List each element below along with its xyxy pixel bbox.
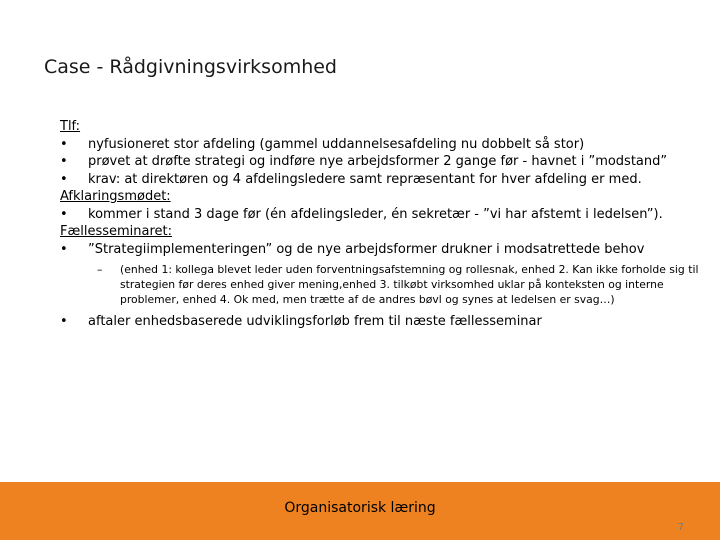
bullet-icon: •: [60, 241, 68, 257]
slide-title: Case - Rådgivningsvirksomhed: [44, 56, 337, 78]
bullet-item: [60, 136, 700, 154]
bullet-text: ”Strategiimplementeringen” og de nye arbejdsformer drukner i modsatrettede behov: [88, 241, 645, 257]
footer-title: Organisatorisk læring: [284, 500, 436, 516]
bullet-text: aftaler enhedsbaserede udviklingsforløb frem til næste fællesseminar: [88, 314, 542, 329]
bullet-text: prøvet at drøfte strategi og indføre nye arbejdsformer 2 gange før - havnet i ”modstand”: [88, 154, 668, 169]
bullet-item: [60, 241, 700, 259]
bullet-item: [60, 171, 700, 189]
slide-body: [60, 118, 700, 331]
bullet-icon: •: [60, 136, 68, 152]
sub-bullet-text: (enhed 1: kollega blevet leder uden forventningsafstemning og rollesnak, enhed 2. Kan ikke forholde sig til strategien før deres enhed giver mening,enhed 3. tilkøbt virksomhed uklar på konteksten og interne problemer, enhed 4. Ok med, men trætte af de andres bøvl og synes at ledelsen er svag…): [120, 263, 699, 306]
bullet-text: nyfusioneret stor afdeling (gammel uddannelsesafdeling nu dobbelt så stor): [88, 136, 585, 152]
bullet-item: [60, 153, 700, 171]
bullet-item: [60, 313, 700, 331]
bullet-icon: •: [60, 206, 68, 222]
sub-bullet-item: [60, 262, 700, 307]
section-heading-afklaring: Afklaringsmødet:: [60, 189, 171, 204]
bullet-text: krav: at direktøren og 4 afdelingsledere samt repræsentant for hver afdeling er med.: [88, 171, 642, 187]
dash-icon: –: [97, 263, 103, 276]
section-heading-tlf: Tlf:: [60, 119, 81, 134]
bullet-icon: •: [60, 314, 68, 329]
bullet-text: kommer i stand 3 dage før (én afdelingsleder, én sekretær - ”vi har afstemt i ledelsen”).: [88, 206, 663, 222]
footer-bar: [0, 482, 720, 540]
page-number: 7: [677, 522, 684, 533]
bullet-item: [60, 206, 700, 224]
section-heading-faelles: Fællesseminaret:: [60, 224, 173, 239]
bullet-icon: •: [60, 154, 68, 169]
bullet-icon: •: [60, 171, 68, 187]
